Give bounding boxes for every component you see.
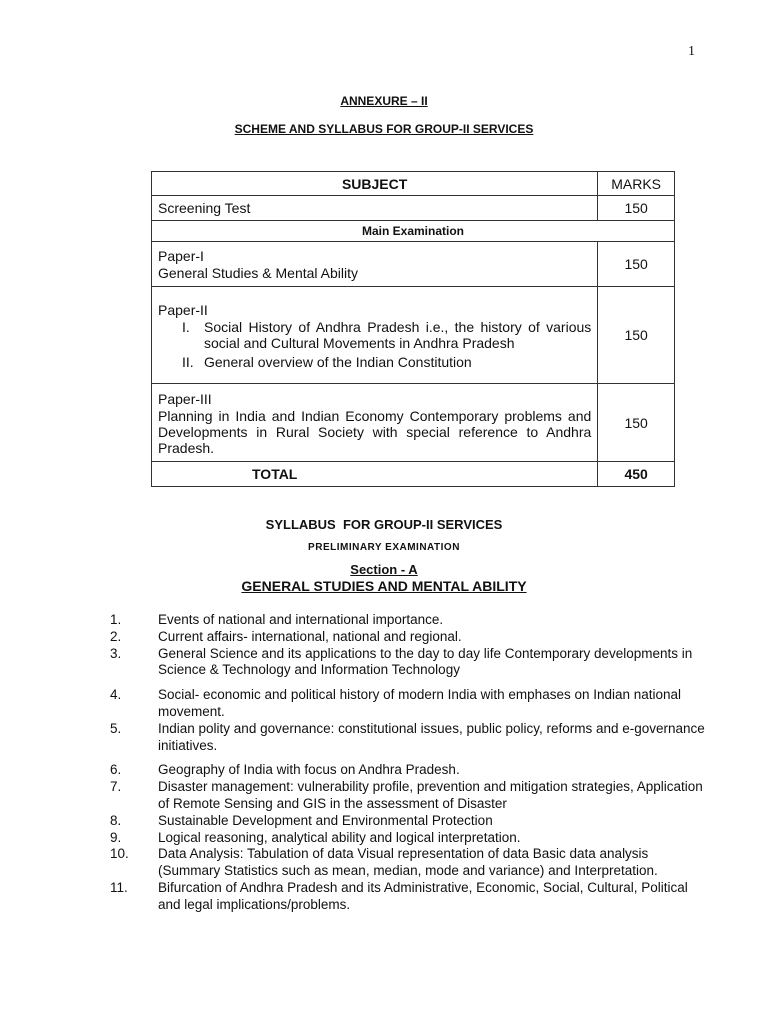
item-text: Current affairs- international, national and regional. bbox=[158, 628, 462, 644]
table-row bbox=[152, 242, 675, 287]
item-text: Indian polity and governance: constitutional issues, public policy, reforms and e-governance initiatives. bbox=[158, 720, 705, 753]
item-number: 8. bbox=[110, 812, 122, 828]
paper2-item-num: I. bbox=[182, 318, 190, 335]
paper3-title: Planning in India and Indian Economy Contemporary problems and Developments in Rural Society with special reference to Andhra Pradesh. bbox=[158, 407, 592, 456]
paper2-item-num: II. bbox=[182, 353, 194, 370]
main-exam-label: Main Examination bbox=[152, 221, 675, 242]
list-item bbox=[110, 721, 710, 755]
total-label: TOTAL bbox=[152, 462, 598, 487]
scheme-table bbox=[151, 171, 675, 487]
paper3-cell bbox=[152, 384, 598, 462]
list-item bbox=[110, 629, 710, 646]
paper2-item bbox=[158, 354, 591, 370]
paper1-title: General Studies & Mental Ability bbox=[158, 265, 358, 281]
table-row bbox=[152, 287, 675, 384]
item-text: Events of national and international importance. bbox=[158, 612, 444, 627]
paper2-cell bbox=[152, 287, 598, 384]
item-number: 1. bbox=[110, 612, 122, 627]
paper2-item-text: General overview of the Indian Constitution bbox=[204, 353, 472, 370]
list-item bbox=[110, 646, 710, 680]
list-item bbox=[110, 612, 710, 629]
paper1-name: Paper-I bbox=[158, 248, 204, 264]
table-row bbox=[152, 196, 675, 221]
paper2-name: Paper-II bbox=[158, 301, 208, 318]
annexure-title: ANNEXURE – II bbox=[340, 94, 428, 108]
item-number: 4. bbox=[110, 687, 122, 703]
list-item bbox=[110, 687, 710, 721]
table-row bbox=[152, 384, 675, 462]
paper1-marks: 150 bbox=[598, 242, 675, 287]
item-number: 10. bbox=[110, 846, 129, 862]
paper2-item-text: Social History of Andhra Pradesh i.e., the history of various social and Cultural Movements in Andhra Pradesh bbox=[204, 318, 592, 351]
list-item bbox=[110, 779, 710, 813]
section-subtitle: GENERAL STUDIES AND MENTAL ABILITY bbox=[241, 578, 527, 594]
item-text: Disaster management: vulnerability profile, prevention and mitigation strategies, Application of Remote Sensing and GIS in the assessment of Disaster bbox=[158, 779, 703, 811]
paper3-marks: 150 bbox=[598, 384, 675, 462]
list-item bbox=[110, 830, 710, 847]
item-text: Sustainable Development and Environmental Protection bbox=[158, 812, 493, 828]
screening-subject: Screening Test bbox=[152, 196, 598, 221]
paper2-marks: 150 bbox=[598, 287, 675, 384]
paper3-name: Paper-III bbox=[158, 390, 212, 407]
item-text: General Science and its applications to the day to day life Contemporary developments in Science & Technology and Information Technology bbox=[158, 645, 693, 678]
total-marks: 450 bbox=[598, 462, 675, 487]
section-title: Section - A bbox=[350, 562, 418, 577]
syllabus-list bbox=[110, 612, 710, 914]
table-header-row bbox=[152, 172, 675, 196]
page-number: 1 bbox=[688, 44, 695, 59]
list-item bbox=[110, 762, 710, 779]
item-text: Logical reasoning, analytical ability and logical interpretation. bbox=[158, 829, 521, 845]
table-row bbox=[152, 462, 675, 487]
item-text: Bifurcation of Andhra Pradesh and its Administrative, Economic, Social, Cultural, Political and legal implications/problems. bbox=[158, 879, 688, 912]
syllabus-title: SYLLABUS FOR GROUP-II SERVICES bbox=[265, 517, 503, 532]
item-number: 5. bbox=[110, 720, 122, 736]
paper1-cell bbox=[152, 242, 598, 287]
item-text: Geography of India with focus on Andhra Pradesh. bbox=[158, 762, 460, 778]
item-number: 6. bbox=[110, 762, 122, 778]
item-number: 9. bbox=[110, 829, 122, 845]
list-item bbox=[110, 813, 710, 830]
table-row bbox=[152, 221, 675, 242]
paper2-item bbox=[158, 319, 591, 351]
item-number: 11. bbox=[110, 879, 128, 895]
header-subject: SUBJECT bbox=[152, 172, 598, 196]
prelim-title: PRELIMINARY EXAMINATION bbox=[308, 542, 460, 553]
item-number: 2. bbox=[110, 628, 122, 644]
scheme-title: SCHEME AND SYLLABUS FOR GROUP-II SERVICES bbox=[234, 122, 534, 136]
item-number: 3. bbox=[110, 645, 122, 661]
item-text: Data Analysis: Tabulation of data Visual representation of data Basic data analysis (Summary Statistics such as mean, median, mode and variance) and Interpretation. bbox=[158, 846, 658, 879]
item-text: Social- economic and political history of modern India with emphases on Indian national movement. bbox=[158, 687, 682, 719]
list-item bbox=[110, 880, 710, 914]
item-number: 7. bbox=[110, 779, 122, 795]
list-item bbox=[110, 846, 710, 880]
screening-marks: 150 bbox=[598, 196, 675, 221]
header-marks: MARKS bbox=[598, 172, 675, 196]
